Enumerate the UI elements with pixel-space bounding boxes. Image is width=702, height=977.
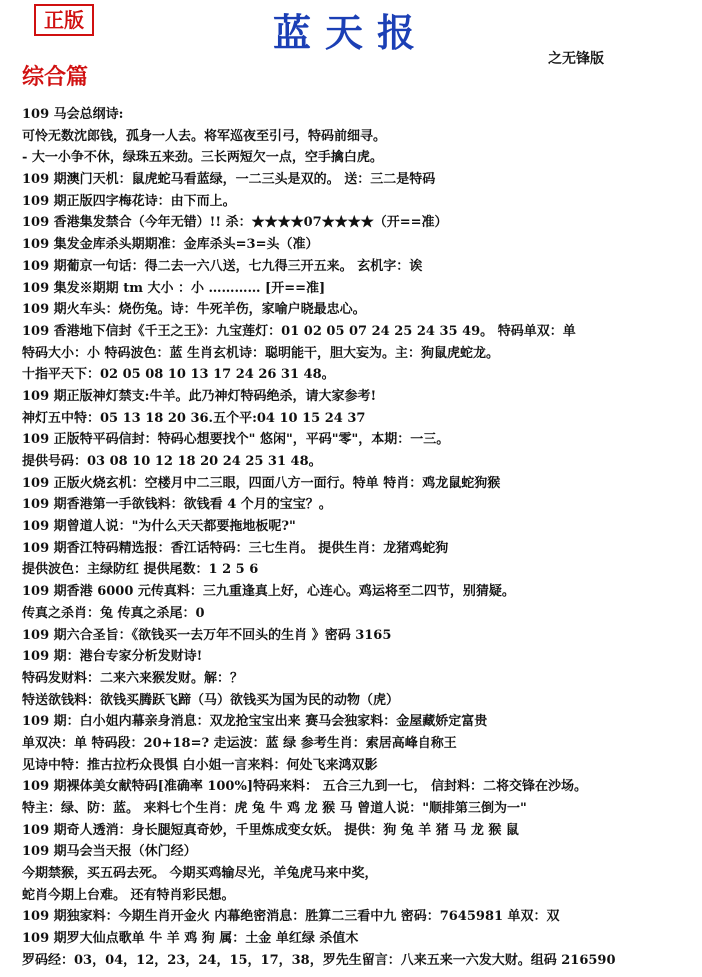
- text-line: 提供号码：03 08 10 12 18 20 24 25 31 48。: [22, 454, 322, 469]
- text-line: 109 期罗大仙点歌单 牛 羊 鸡 狗 属：土金 单红绿 杀值木: [22, 931, 359, 947]
- article-body: [22, 104, 692, 972]
- text-line: 109 期马会当天报（休门经）: [22, 844, 197, 860]
- text-line: - 大一小争不休，绿珠五来劲。三长两短欠一点，空手擒白虎。: [22, 150, 383, 166]
- text-line: 特送欲钱料：欲钱买腾跃飞蹄（马）欲钱买为国为民的动物（虎）: [22, 692, 400, 708]
- text-line: 109 期：港台专家分析发财诗!: [22, 649, 203, 665]
- text-line: 传真之杀肖：兔 传真之杀尾：0: [22, 605, 205, 621]
- text-line: 109 期澳门天机：鼠虎蛇马看蓝绿，一二三头是双的。 送：三二是特码: [22, 172, 436, 188]
- text-line: 109 期：白小姐内幕亲身消息：双龙抢宝宝出来 赛马会独家料：金屋藏娇定富贵: [22, 714, 488, 730]
- text-line: 109 正版特平码信封：特码心想要找个" 悠闲"，平码"零"，本期：一三。: [22, 432, 450, 448]
- text-line: 109 期正版四字梅花诗：由下而上。: [22, 193, 236, 209]
- text-line: 今期禁猴，买五码去死。 今期买鸡输尽光，羊兔虎马来中奖，: [22, 866, 378, 882]
- text-line: 单双决：单 特码段：20+18=? 走运波：蓝 绿 参考生肖：索居高峰自称王: [22, 735, 457, 751]
- text-line: 可怜无数沈郎钱，孤身一人去。将军巡夜至引弓，特码前细寻。: [22, 128, 387, 144]
- text-line: 109 马会总纲诗:: [22, 107, 124, 122]
- edition-label: 之无锋版: [548, 51, 604, 67]
- text-line: 十指平天下：02 05 08 10 13 17 24 26 31 48。: [22, 367, 335, 383]
- text-line: 109 香港地下信封《千王之王》：九宝莲灯：01 02 05 07 24 25 24 35 49。 特码单双：单: [22, 323, 576, 339]
- text-line: 109 期独家料：今期生肖开金火 内幕绝密消息：胜算二三看中九 密码：7645981 单双：双: [22, 909, 560, 925]
- text-line: 109 期香江特码精选报：香江话特码：三七生肖。 提供生肖：龙猪鸡蛇狗: [22, 540, 449, 556]
- text-line: 109 期香港第一手欲钱料：欲钱看 4 个月的宝宝？。: [22, 497, 332, 513]
- text-line: 109 期正版神灯禁支:牛羊。此乃神灯特码绝杀，请大家参考!: [22, 388, 377, 404]
- text-line: 神灯五中特：05 13 18 20 36.五个平:04 10 15 24 37: [22, 410, 366, 426]
- genuine-badge: 正版: [34, 4, 94, 36]
- text-line: 蛇肖今期上台难。 还有特肖彩民想。: [22, 887, 235, 903]
- text-line: 109 正版火烧玄机：空楼月中二三眼，四面八方一面行。特单 特肖：鸡龙鼠蛇狗猴: [22, 475, 501, 491]
- section-heading: 综合篇: [22, 65, 89, 90]
- text-line: 109 集发金库杀头期期准：金库杀头=3=头（准）: [22, 237, 319, 253]
- text-line: 特码发财料：二来六来猴发财。解：？: [22, 670, 244, 686]
- text-line: 特主：绿、防：蓝。 来料七个生肖：虎 兔 牛 鸡 龙 猴 马 曾道人说："顺排第三倒为一": [22, 801, 527, 816]
- text-line: 109 期奇人透消：身长腿短真奇妙，千里炼成变女妖。 提供：狗 兔 羊 猪 马 龙 猴 鼠: [22, 822, 519, 838]
- text-line: 109 期葡京一句话：得二去一六八送，七九得三开五来。 玄机字：诶: [22, 258, 423, 274]
- text-line: 109 期曾道人说："为什么天天都要拖地板呢?": [22, 519, 296, 535]
- text-line: 109 期火车头：烧伤兔。诗：牛死羊伤，家喻户晓最忠心。: [22, 302, 366, 318]
- text-line: 提供波色：主绿防红 提供尾数：1 2 5 6: [22, 562, 259, 578]
- text-line: 109 期香港 6000 元传真料：三九重逢真上好，心连心。鸡运将至二四节，别猜疑。: [22, 584, 515, 600]
- text-line: 见诗中特：推古拉朽众畏惧 白小姐一言来料：何处飞来鸿双影: [22, 757, 378, 773]
- text-line: 罗码经：03，04，12，23，24，15，17，38，罗先生留言：八来五来一六发大财。组码 216590: [22, 952, 616, 968]
- text-line: 109 期六合圣旨：《欲钱买一去万年不回头的生肖 》密码 3165: [22, 627, 392, 643]
- text-line: 109 集发※期期 tm 大小 ：小 ………… [开==准]: [22, 280, 326, 296]
- text-line: 109 香港集发禁合（今年无错）!! 杀：★★★★07★★★★（开==准）: [22, 215, 448, 231]
- text-line: 特码大小：小 特码波色：蓝 生肖玄机诗：聪明能干，胆大妄为。主：狗鼠虎蛇龙。: [22, 345, 500, 361]
- text-line: 109 期裸体美女献特码[准确率 100%]特码来料： 五合三九到一七， 信封料：二将交锋在沙场。: [22, 779, 588, 795]
- newspaper-title: 蓝天报: [272, 11, 429, 55]
